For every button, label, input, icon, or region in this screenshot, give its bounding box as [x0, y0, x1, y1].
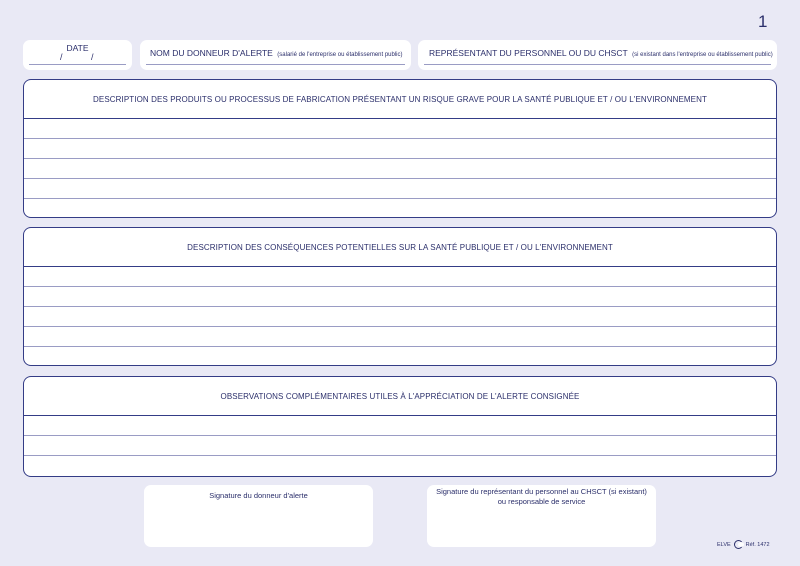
representative-label: REPRÉSENTANT DU PERSONNEL OU DU CHSCT [429, 48, 628, 58]
representative-field-line [424, 64, 771, 65]
writing-line[interactable] [24, 416, 776, 436]
brand-logo-icon [734, 540, 743, 549]
section-title: DESCRIPTION DES CONSÉQUENCES POTENTIELLES SUR LA SANTÉ PUBLIQUE ET / OU L'ENVIRONNEMENT [24, 228, 776, 267]
writing-line[interactable] [24, 179, 776, 199]
donor-sublabel: (salarié de l'entreprise ou établissement public) [277, 52, 403, 58]
date-box [23, 40, 132, 70]
date-label: DATE [66, 43, 89, 53]
donor-signature-box[interactable] [144, 485, 373, 547]
writing-line[interactable] [24, 327, 776, 347]
section-title: DESCRIPTION DES PRODUITS OU PROCESSUS DE FABRICATION PRÉSENTANT UN RISQUE GRAVE POUR LA SANTÉ PUBLIQUE ET / OU L'ENVIRONNEMENT [24, 80, 776, 119]
writing-line[interactable] [24, 287, 776, 307]
date-field-line [29, 64, 126, 65]
section-title: OBSERVATIONS COMPLÉMENTAIRES UTILES À L'APPRÉCIATION DE L'ALERTE CONSIGNÉE [24, 377, 776, 416]
representative-signature-label-2: ou responsable de service [497, 497, 586, 506]
date-separator-2: / [91, 52, 94, 62]
footer-brand: ELVE [717, 541, 731, 548]
donor-heading [150, 43, 403, 61]
writing-line[interactable] [24, 267, 776, 287]
donor-box [140, 40, 411, 70]
writing-line[interactable] [24, 307, 776, 327]
writing-line[interactable] [24, 139, 776, 159]
footer-reference: Réf. 1472 [745, 541, 770, 548]
date-separator-1: / [60, 52, 63, 62]
writing-line[interactable] [24, 199, 776, 218]
section-consequences [23, 227, 777, 366]
representative-box [418, 40, 777, 70]
representative-heading [429, 43, 773, 61]
footer [717, 540, 770, 549]
writing-line[interactable] [24, 456, 776, 476]
representative-signature-box[interactable] [427, 485, 656, 547]
writing-line[interactable] [24, 347, 776, 366]
writing-line[interactable] [24, 436, 776, 456]
section-products-risk [23, 79, 777, 218]
writing-line[interactable] [24, 119, 776, 139]
section-observations [23, 376, 777, 477]
donor-label: NOM DU DONNEUR D'ALERTE [150, 48, 273, 58]
page-number: 1 [758, 12, 768, 31]
representative-sublabel: (si existant dans l'entreprise ou établissement public) [632, 52, 773, 58]
donor-signature-label: Signature du donneur d'alerte [209, 491, 308, 500]
donor-field-line [146, 64, 405, 65]
representative-signature-label-1: Signature du représentant du personnel au CHSCT (si existant) [436, 487, 647, 496]
writing-line[interactable] [24, 159, 776, 179]
